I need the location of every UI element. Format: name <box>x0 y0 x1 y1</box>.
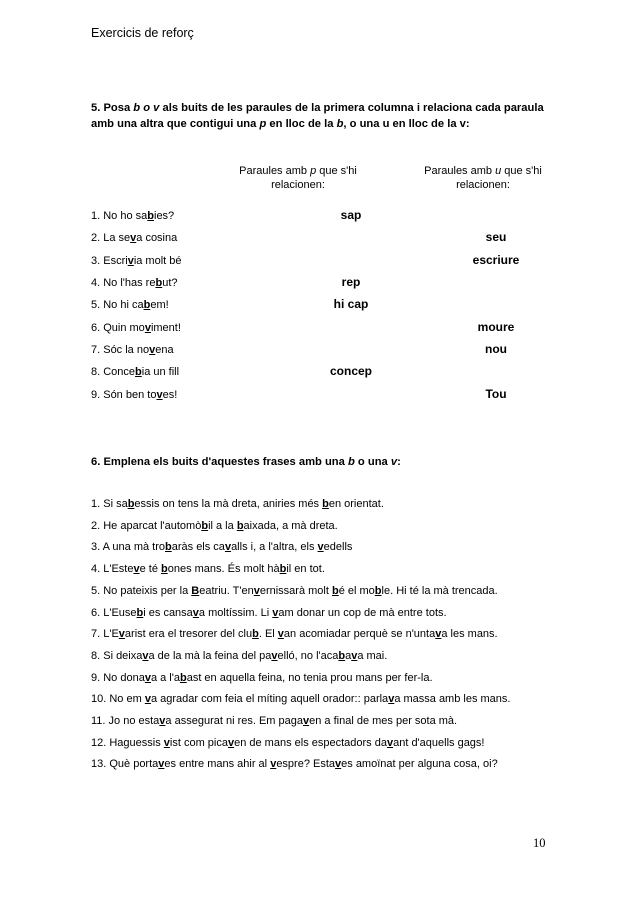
title-text: en lloc de la <box>266 118 337 130</box>
row-item <box>91 366 179 378</box>
exercise-row <box>91 364 571 382</box>
text-segment: 4. L'Este <box>91 563 134 576</box>
text-segment: e té <box>139 563 161 576</box>
title-emphasis: p <box>259 118 267 130</box>
text-segment: en orientat. <box>328 498 384 510</box>
filled-gap: v <box>130 232 137 244</box>
text-segment: é el mo <box>338 584 375 597</box>
sentence <box>91 498 384 510</box>
text-segment: ast en aquella feina, no tenia prou mans per fer-la. <box>186 671 433 684</box>
answer-p: hi cap <box>333 297 369 311</box>
text-segment: elló, no l'aca <box>277 649 339 662</box>
sentence <box>91 672 433 684</box>
text-segment: espre? Esta <box>276 758 336 771</box>
answer-p: concep <box>329 364 372 378</box>
text-segment: 9. Són ben to <box>91 389 157 401</box>
row-item <box>91 232 177 244</box>
filled-gap: b <box>201 519 209 532</box>
filled-gap: b <box>179 671 187 684</box>
text-segment: 8. Si deixa <box>91 649 143 662</box>
text-segment: arist era el tresorer del clu <box>124 628 253 641</box>
text-segment: 3. Escri <box>91 255 128 267</box>
filled-gap: v <box>388 693 395 706</box>
filled-gap: b <box>155 277 163 289</box>
text-segment: 2. He aparcat l'automò <box>91 519 202 532</box>
text-segment: le. Hi té la mà trencada. <box>381 584 498 597</box>
column-header-p: Paraules amb p que s'hi relacionen: <box>239 165 357 191</box>
sentence <box>91 737 484 749</box>
filled-gap: v <box>163 736 170 749</box>
filled-gap: v <box>227 736 235 749</box>
text-segment: 4. No l'has re <box>91 277 156 289</box>
sentence <box>91 628 498 640</box>
text-segment: ena <box>155 344 174 356</box>
sentence <box>91 541 352 553</box>
text-segment: 10. No em <box>91 693 145 706</box>
row-item <box>91 344 174 356</box>
filled-gap: v <box>271 649 278 662</box>
filled-gap: v <box>133 563 140 576</box>
filled-gap: b <box>147 210 154 222</box>
filled-gap: v <box>335 758 342 771</box>
column-header-u: Paraules amb u que s'hi relacionen: <box>424 165 542 191</box>
filled-gap: b <box>338 649 346 662</box>
text-segment: 8. Conce <box>91 366 136 378</box>
row-item <box>91 322 181 334</box>
text-segment: ut? <box>162 277 178 289</box>
sentence <box>91 520 338 532</box>
text-segment: ones mans. És molt hà <box>167 563 280 576</box>
filled-gap: v <box>144 693 151 706</box>
title-emphasis: b <box>336 118 344 130</box>
filled-gap: v <box>435 628 442 641</box>
text-segment: es! <box>162 389 178 401</box>
sentence <box>91 693 510 705</box>
text-segment: es amoïnat per alguna cosa, oi? <box>341 758 498 771</box>
text-segment: em! <box>150 299 169 311</box>
filled-gap: B <box>191 584 200 597</box>
text-segment: aixada, a mà dreta. <box>243 519 338 532</box>
exercise-row <box>91 387 571 405</box>
filled-gap: b <box>331 584 339 597</box>
text-segment: a mai. <box>357 649 388 662</box>
filled-gap: v <box>144 322 151 334</box>
answer-u: Tou <box>485 387 507 401</box>
filled-gap: v <box>192 606 199 619</box>
text-segment: 1. Si sa <box>91 498 128 510</box>
text-segment: 6. Quin mo <box>91 322 145 334</box>
filled-gap: v <box>303 715 310 727</box>
text-segment: 2. La se <box>91 232 131 244</box>
text-segment: es entre mans ahir al <box>164 758 271 771</box>
text-segment: 1. No ho sa <box>91 210 148 222</box>
filled-gap: v <box>156 389 163 401</box>
filled-gap: b <box>322 498 329 510</box>
filled-gap: v <box>270 758 277 771</box>
text-segment: a agradar com feia el míting aquell orador:: parla <box>150 693 389 706</box>
exercise-row <box>91 297 571 315</box>
filled-gap: b <box>236 519 244 532</box>
exercise-row <box>91 253 571 271</box>
filled-gap: v <box>149 344 156 356</box>
filled-gap: v <box>142 649 149 662</box>
answer-p: sap <box>340 208 362 222</box>
text-segment: a a l'a <box>150 671 180 684</box>
text-segment: alls i, a l'altra, els <box>231 541 318 554</box>
text-segment: 5. No hi ca <box>91 299 144 311</box>
title-text: als buits de les paraules de la primera columna i relaciona cada paraula amb una altra que contigui una <box>91 102 544 130</box>
text-segment: i es cansa <box>143 606 193 619</box>
exercise-5-title <box>91 100 561 132</box>
title-text: 5. Posa <box>91 102 134 114</box>
filled-gap: b <box>252 628 259 641</box>
text-segment: ies? <box>154 210 175 222</box>
filled-gap: v <box>253 584 260 597</box>
filled-gap: v <box>144 671 151 684</box>
row-item <box>91 389 177 401</box>
filled-gap: v <box>224 541 232 554</box>
row-item <box>91 255 182 267</box>
answer-u: nou <box>485 342 507 356</box>
text-segment: 13. Què porta <box>91 758 159 771</box>
sentence <box>91 607 447 619</box>
row-item <box>91 299 169 311</box>
text-segment: ia molt bé <box>133 255 182 267</box>
filled-gap: b <box>136 606 144 619</box>
filled-gap: v <box>159 715 166 727</box>
text-segment: a assegurat ni res. Em paga <box>165 715 303 727</box>
text-segment: a moltíssim. Li <box>198 606 273 619</box>
filled-gap: v <box>351 649 358 662</box>
answer-u: seu <box>485 230 507 244</box>
exercise-row <box>91 275 571 293</box>
exercise-6-title: 6. Emplena els buits d'aquestes frases amb una b o una v: <box>91 456 401 468</box>
text-segment: ist com pica <box>169 736 228 749</box>
answer-p: rep <box>341 275 361 289</box>
sentence <box>91 585 498 597</box>
exercise-row <box>91 230 571 248</box>
filled-gap: b <box>161 563 168 576</box>
text-segment: eatriu. T'en <box>199 584 254 597</box>
text-segment: 6. L'Euse <box>91 606 137 619</box>
filled-gap: v <box>158 758 165 771</box>
text-segment: ant d'aquells gags! <box>393 736 485 749</box>
text-segment: a cosina <box>136 232 178 244</box>
exercise-row <box>91 320 571 338</box>
text-segment: an acomiadar perquè se n'unta <box>283 628 436 641</box>
filled-gap: b <box>279 563 287 576</box>
filled-gap: v <box>317 541 324 554</box>
text-segment: 9. No dona <box>91 671 145 684</box>
text-segment: il en tot. <box>286 563 325 576</box>
filled-gap: b <box>135 366 142 378</box>
text-segment: a <box>345 649 352 662</box>
text-segment: ia un fill <box>141 366 180 378</box>
text-segment: en de mans els espectadors da <box>234 736 387 749</box>
text-segment: en a final de mes per sota mà. <box>309 715 458 727</box>
text-segment: edells <box>323 541 353 554</box>
text-segment: a massa amb les mans. <box>394 693 511 706</box>
title-text: , o una u en lloc de la v: <box>343 118 470 130</box>
text-segment: 12. Haguessis <box>91 736 164 749</box>
text-segment: 5. No pateixis per la <box>91 584 192 597</box>
filled-gap: b <box>143 299 151 311</box>
text-segment: a de la mà la feina del pa <box>148 649 272 662</box>
row-item <box>91 210 174 222</box>
filled-gap: v <box>118 628 125 641</box>
text-segment: il a la <box>208 519 237 532</box>
filled-gap: v <box>127 255 134 267</box>
text-segment: a les mans. <box>441 628 498 641</box>
row-item <box>91 277 178 289</box>
filled-gap: v <box>277 628 284 641</box>
sentence <box>91 758 498 770</box>
filled-gap: b <box>165 541 172 554</box>
text-segment: iment! <box>150 322 181 334</box>
sentence <box>91 563 325 575</box>
text-segment: 11. Jo no esta <box>91 715 160 727</box>
filled-gap: v <box>272 606 279 619</box>
page-number: 10 <box>533 836 546 850</box>
filled-gap: b <box>374 584 382 597</box>
answer-u: escriure <box>472 253 520 267</box>
text-segment: 7. L'E <box>91 628 119 641</box>
sentence <box>91 650 387 662</box>
text-segment: . El <box>258 628 278 641</box>
text-segment: essis on tens la mà dreta, aniries més <box>134 498 323 510</box>
exercise-row <box>91 342 571 360</box>
text-segment: ernissarà molt <box>259 584 332 597</box>
answer-u: moure <box>477 320 515 334</box>
text-segment: 7. Sóc la no <box>91 344 150 356</box>
filled-gap: v <box>386 736 394 749</box>
filled-gap: b <box>127 498 135 510</box>
title-emphasis: b o v <box>133 102 160 114</box>
page-header: Exercicis de reforç <box>91 26 194 40</box>
sentence <box>91 715 457 727</box>
text-segment: am donar un cop de mà entre tots. <box>278 606 447 619</box>
text-segment: 3. A una mà tro <box>91 541 165 554</box>
exercise-row <box>91 208 571 226</box>
text-segment: aràs els ca <box>171 541 225 554</box>
